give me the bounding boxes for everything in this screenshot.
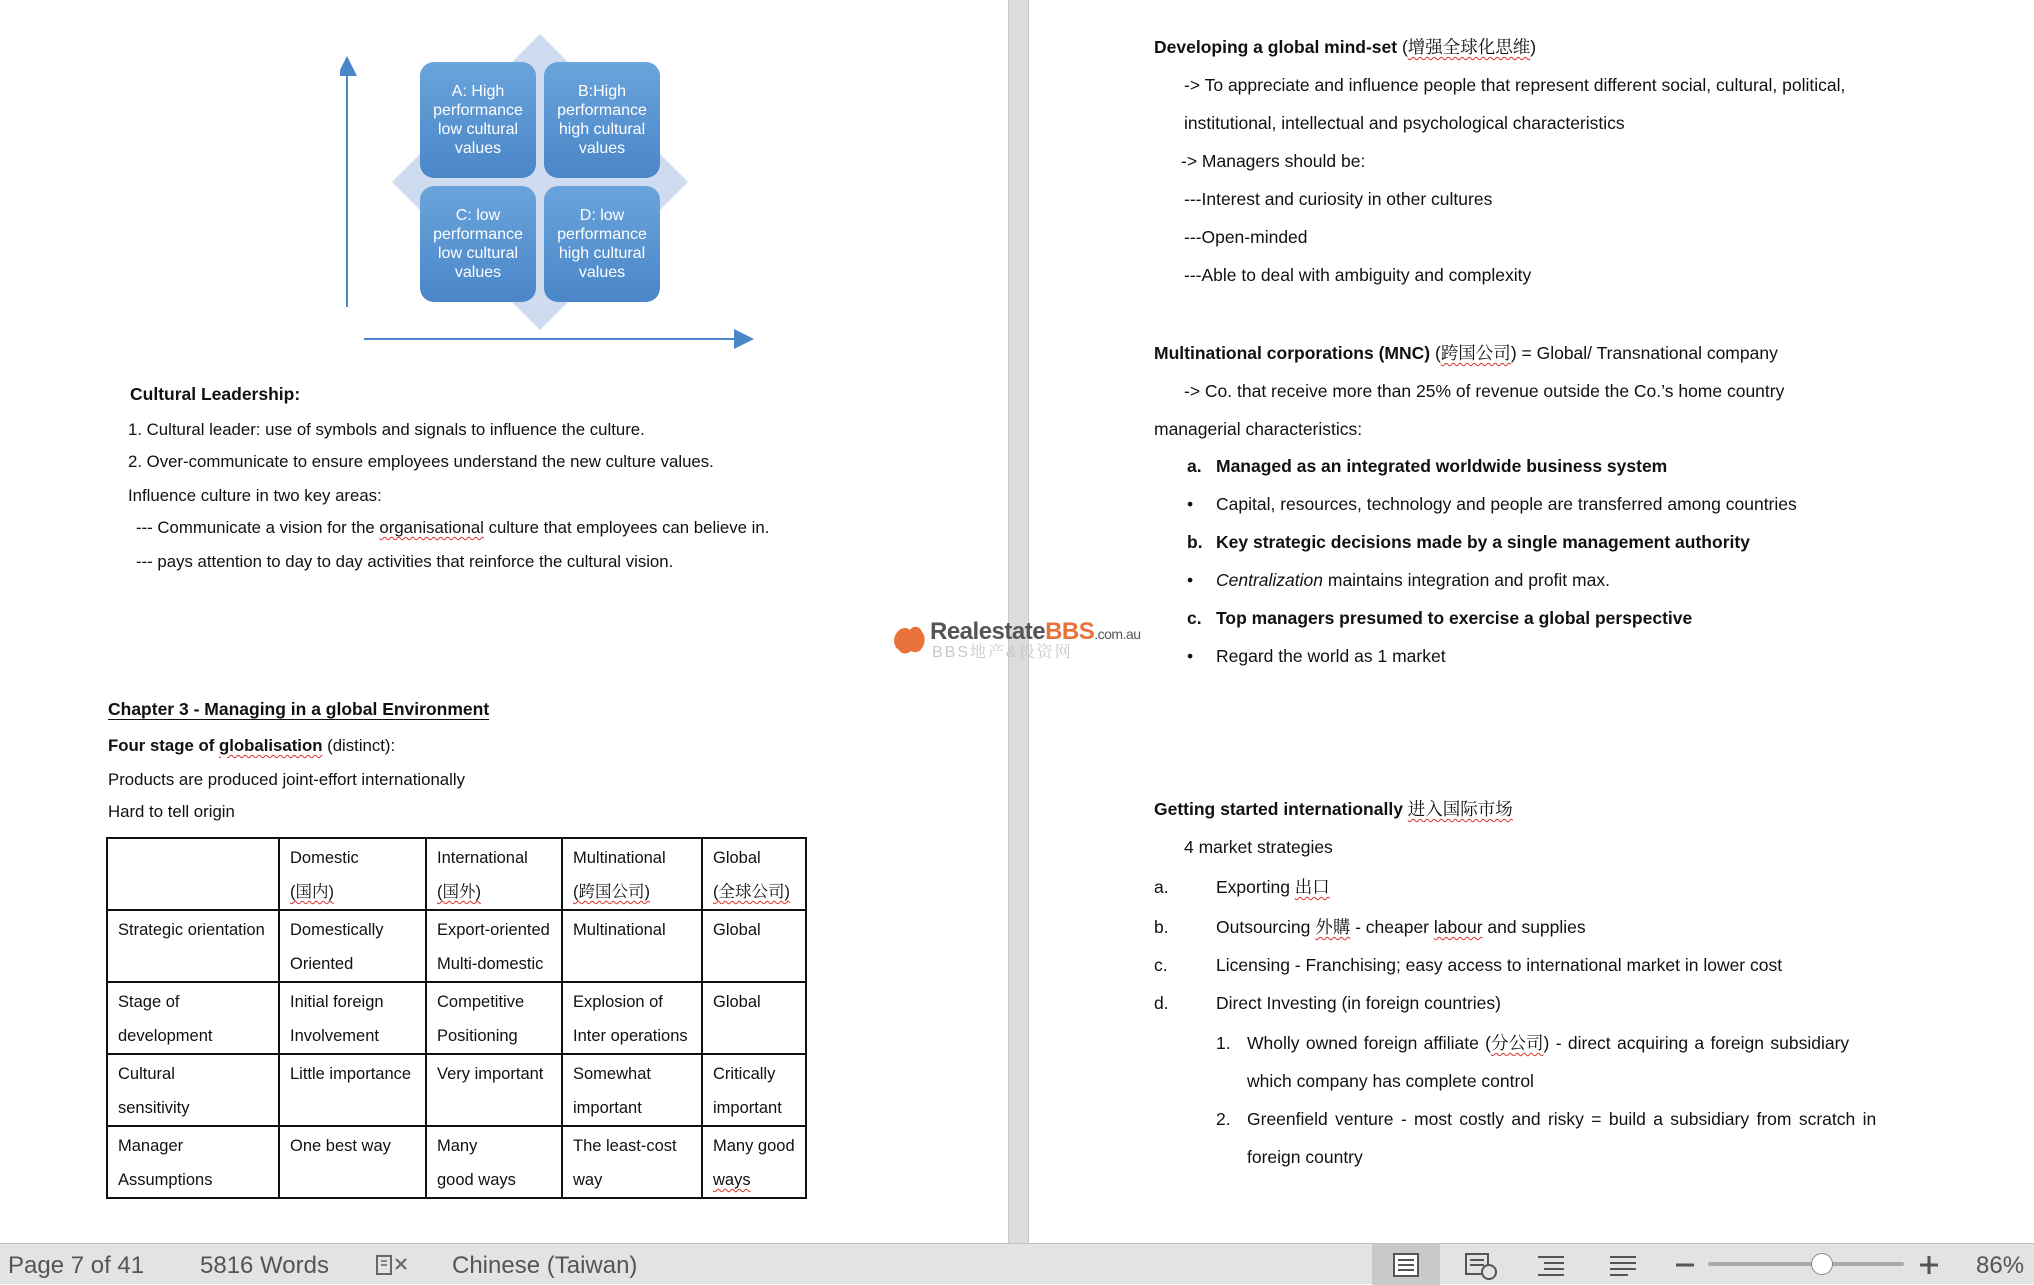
draft-icon[interactable] (1608, 1253, 1640, 1277)
strategy-b-marker: b. (1154, 917, 1169, 937)
cultural-leadership-line-5: --- pays attention to day to day activities that reinforce the cultural vision. (136, 552, 674, 571)
table-cell: Multinational (562, 910, 702, 982)
strategy-d-text: Direct Investing (in foreign countries) (1216, 993, 1501, 1013)
mnc-b-marker: b. (1187, 532, 1203, 552)
zoom-in-icon[interactable] (1918, 1254, 1940, 1276)
table-header-cell: Multinational (跨国公司) (562, 838, 702, 910)
table-cell: Little importance (279, 1054, 426, 1126)
mnc-line-1: -> Co. that receive more than 25% of revenue outside the Co.’s home country (1184, 381, 1785, 401)
sub-strategy-1-line-1: Wholly owned foreign affiliate (分公司) - direct acquiring a foreign subsidiary (1247, 1033, 1850, 1053)
table-row (107, 1054, 806, 1126)
globalisation-stages-table (106, 837, 807, 1199)
strategy-a-text: Exporting 出口 (1216, 877, 1330, 897)
sub-strategy-2-line-2: foreign country (1247, 1147, 1363, 1167)
word-count[interactable]: 5816 Words (200, 1252, 329, 1279)
zoom-out-icon[interactable] (1674, 1254, 1696, 1276)
table-cell: Export-oriented Multi-domestic (426, 910, 562, 982)
mindset-line-5: ---Open-minded (1184, 227, 1308, 247)
started-heading: Getting started internationally 进入国际市场 (1154, 799, 1513, 819)
mindset-line-3: -> Managers should be: (1181, 151, 1366, 171)
watermark (892, 617, 1152, 667)
table-cell: Many good ways (702, 1126, 806, 1198)
mnc-b-text: Key strategic decisions made by a single management authority (1216, 532, 1750, 552)
chapter-3-title: Chapter 3 - Managing in a global Environment (108, 699, 490, 719)
sub-strategy-1-line-2: which company has complete control (1247, 1071, 1534, 1091)
table-cell: Very important (426, 1054, 562, 1126)
mnc-c-text: Top managers presumed to exercise a global perspective (1216, 608, 1693, 628)
table-cell: One best way (279, 1126, 426, 1198)
table-cell: Competitive Positioning (426, 982, 562, 1054)
status-bar (0, 1243, 2034, 1284)
mnc-a-marker: a. (1187, 456, 1202, 476)
proofing-icon[interactable] (374, 1253, 410, 1279)
strategy-c-text: Licensing - Franchising; easy access to international market in lower cost (1216, 955, 1783, 975)
table-header-row (107, 838, 806, 910)
zoom-slider-track[interactable] (1708, 1262, 1904, 1266)
mindset-line-4: ---Interest and curiosity in other cultures (1184, 189, 1493, 209)
table-cell: Manager Assumptions (107, 1126, 279, 1198)
strategy-a-marker: a. (1154, 877, 1169, 897)
mindset-heading: Developing a global mind-set (增强全球化思维) (1154, 37, 1537, 57)
quadrant-c: C: low performance low cultural values (420, 186, 536, 302)
quadrant-d: D: low performance high cultural values (544, 186, 660, 302)
quadrant-a: A: High performance low cultural values (420, 62, 536, 178)
web-layout-icon[interactable] (1464, 1252, 1498, 1280)
page-count[interactable]: Page 7 of 41 (8, 1252, 145, 1279)
table-header-cell: Global (全球公司) (702, 838, 806, 910)
mindset-line-6: ---Able to deal with ambiguity and complexity (1184, 265, 1532, 285)
mindset-line-2: institutional, intellectual and psychological characteristics (1184, 113, 1625, 133)
table-row (107, 1126, 806, 1198)
zoom-slider-thumb[interactable] (1811, 1253, 1833, 1275)
table-cell: Initial foreign Involvement (279, 982, 426, 1054)
mnc-c-marker: c. (1187, 608, 1202, 628)
bullet-icon: • (1187, 570, 1194, 590)
cultural-leadership-heading: Cultural Leadership: (130, 384, 301, 404)
strategy-d-marker: d. (1154, 993, 1169, 1013)
table-cell: Stage of development (107, 982, 279, 1054)
sub-strategy-1-marker: 1. (1216, 1033, 1231, 1053)
table-header-cell (107, 838, 279, 910)
table-cell: Domestically Oriented (279, 910, 426, 982)
table-cell: Critically important (702, 1054, 806, 1126)
zoom-level[interactable]: 86% (1976, 1252, 2025, 1279)
table-header-cell: Domestic (国内) (279, 838, 426, 910)
mnc-b-bullet: Centralization maintains integration and profit max. (1216, 570, 1610, 590)
mnc-line-2: managerial characteristics: (1154, 419, 1363, 439)
table-cell: Explosion of Inter operations (562, 982, 702, 1054)
mindset-line-1: -> To appreciate and influence people that represent different social, cultural, political, (1184, 75, 1846, 95)
started-sub: 4 market strategies (1184, 837, 1333, 857)
watermark-subtitle: BBS地产&投资网 (932, 644, 1073, 661)
table-row (107, 910, 806, 982)
right-page (1029, 0, 2034, 1243)
performance-culture-matrix (340, 30, 760, 350)
table-cell: Many good ways (426, 1126, 562, 1198)
language-indicator[interactable]: Chinese (Taiwan) (452, 1252, 638, 1279)
outline-icon[interactable] (1536, 1253, 1568, 1277)
table-cell: Somewhat important (562, 1054, 702, 1126)
table-cell: Strategic orientation (107, 910, 279, 982)
cultural-leadership-line-1: 1. Cultural leader: use of symbols and signals to influence the culture. (128, 420, 645, 439)
quadrant-b: B:High performance high cultural values (544, 62, 660, 178)
sub-strategy-2-line-1: Greenfield venture - most costly and risky = build a subsidiary from scratch in (1247, 1109, 1877, 1129)
table-cell: Global (702, 910, 806, 982)
cultural-leadership-line-3: Influence culture in two key areas: (128, 486, 382, 505)
origin-line: Hard to tell origin (108, 802, 235, 821)
australia-map-icon (892, 622, 928, 658)
cultural-leadership-line-2: 2. Over-communicate to ensure employees understand the new culture values. (128, 452, 714, 471)
bullet-icon: • (1187, 646, 1194, 666)
table-cell: Global (702, 982, 806, 1054)
sub-strategy-2-marker: 2. (1216, 1109, 1231, 1129)
strategy-b-text: Outsourcing 外購 - cheaper labour and supplies (1216, 917, 1586, 937)
mnc-heading: Multinational corporations (MNC) (跨国公司) = Global/ Transnational company (1154, 343, 1778, 363)
products-line: Products are produced joint-effort internationally (108, 770, 465, 789)
left-page (0, 0, 1008, 1243)
cultural-leadership-line-4: --- Communicate a vision for the organisational culture that employees can believe in. (136, 518, 770, 537)
print-layout-button[interactable] (1372, 1244, 1440, 1285)
mnc-a-bullet: Capital, resources, technology and people are transferred among countries (1216, 494, 1797, 514)
strategy-c-marker: c. (1154, 955, 1168, 975)
four-stage-line: Four stage of globalisation (distinct): (108, 736, 396, 755)
table-cell: Cultural sensitivity (107, 1054, 279, 1126)
watermark-brand: RealestateBBS.com.au (930, 618, 1141, 645)
table-row (107, 982, 806, 1054)
table-cell: The least-cost way (562, 1126, 702, 1198)
bullet-icon: • (1187, 494, 1194, 514)
mnc-a-text: Managed as an integrated worldwide business system (1216, 456, 1668, 476)
mnc-c-bullet: Regard the world as 1 market (1216, 646, 1446, 666)
print-layout-icon (1392, 1252, 1420, 1278)
table-header-cell: International (国外) (426, 838, 562, 910)
